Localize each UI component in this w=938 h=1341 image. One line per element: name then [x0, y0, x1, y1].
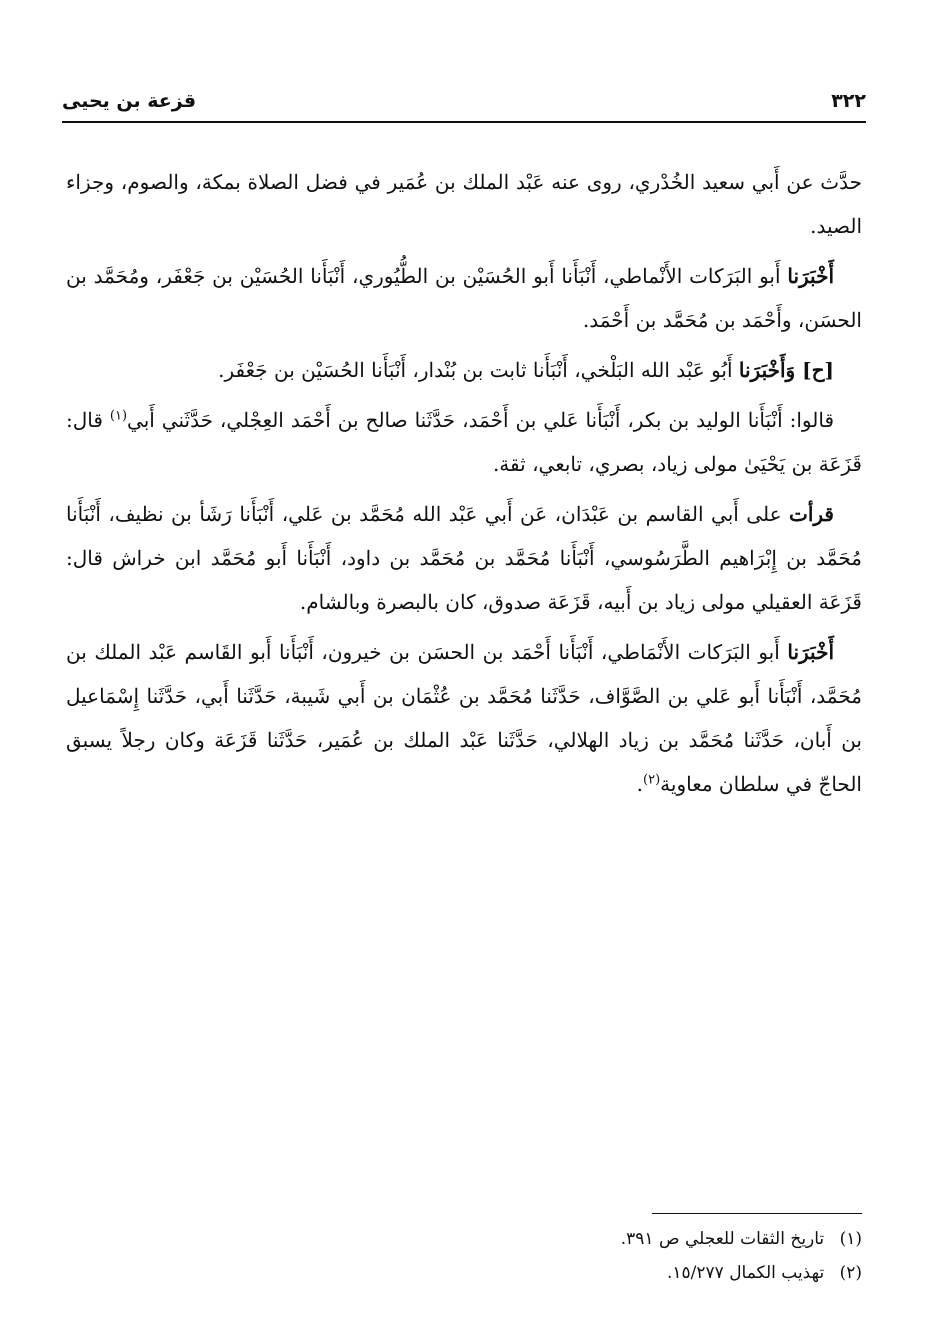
paragraph-6-text-b: . — [636, 772, 644, 796]
running-header — [62, 82, 866, 112]
paragraph-5-text: على أَبي القاسم بن عَبْدَان، عَن أَبي عَبْد الله مُحَمَّد بن عَلي، أَنْبَأَنا رَشَأ بن نظيف، أَنْبَأَنا مُحَمَّد بن إِبْرَاهيم الطَّرَسُوسي، أَنْبَأَنا مُحَمَّد بن مُحَمَّد بن داود، أَنْبَأَنا أَبو مُحَمَّد ابن خراش قال: قَزَعَة العقيلي مولى زياد بن أَبيه، قَزَعَة صدوق، كان بالبصرة وبالشام. — [66, 502, 862, 614]
paragraph-2-keyword: أَخْبَرَنا — [787, 264, 834, 288]
paragraph-4-text-b: قال: قَزَعَة بن يَحْيَىٰ مولى زياد، بصري، تابعي، ثقة. — [66, 408, 862, 476]
footnote-1-number: (١) — [839, 1229, 862, 1249]
paragraph-6 — [66, 630, 862, 806]
paragraph-3-text: أَبُو عَبْد الله البَلْخي، أَنْبَأَنا ثابت بن بُنْدار، أَنْبَأَنا الحُسَيْن بن جَعْفَر. — [218, 358, 739, 382]
paragraph-6-keyword: أَخْبَرَنا — [787, 640, 834, 664]
footnote-1 — [300, 1222, 862, 1256]
paragraph-2-text: أَبو البَرَكات الأَنْماطي، أَنْبَأَنا أَبو الحُسَيْن بن الطُّيُوري، أَنْبَأَنا الحُسَيْن بن جَعْفَر، ومُحَمَّد بن الحسَن، وأَحْمَد بن مُحَمَّد بن أَحْمَد. — [66, 264, 862, 332]
paragraph-3 — [66, 348, 862, 392]
paragraph-3-keyword: [ح] وَأَخْبَرَنا — [738, 358, 834, 382]
paragraph-4-text-a: قالوا: أَنْبَأَنا الوليد بن بكر، أَنْبَأَنا عَلي بن أَحْمَد، حَدَّثَنا صالح بن أَحْمَد العِجْلي، حَدَّثَني أَبي — [127, 408, 835, 432]
footnote-ref-2[interactable]: (٢) — [643, 772, 661, 788]
paragraph-5-keyword: قرأت — [789, 502, 834, 526]
paragraph-4 — [66, 398, 862, 486]
paragraph-1-text: حدَّث عن أَبي سعيد الخُدْري، روى عنه عَبْد الملك بن عُمَير في فضل الصلاة بمكة، والصوم، وجزاء الصيد. — [66, 170, 862, 238]
footnote-2-number: (٢) — [839, 1263, 862, 1283]
footnote-rule — [652, 1213, 862, 1214]
page-number: ٣٢٢ — [831, 90, 866, 112]
footnote-1-text: تاريخ الثقات للعجلي ص ٣٩١. — [620, 1229, 825, 1249]
header-rule — [62, 121, 866, 123]
footnote-2 — [300, 1256, 862, 1290]
paragraph-5 — [66, 492, 862, 624]
running-title: قزعة بن يحيى — [62, 90, 197, 112]
paragraph-2 — [66, 254, 862, 342]
footnote-2-text: تهذيب الكمال ١٥/٢٧٧. — [667, 1263, 825, 1283]
paragraph-1 — [66, 160, 862, 248]
paragraph-6-text-a: أَبو البَرَكات الأَنْمَاطي، أَنْبَأَنا أَحْمَد بن الحسَن بن خيرون، أَنْبَأَنا أَبو القَاسم عَبْد الملك بن مُحَمَّد، أَنْبَأَنا أَبو عَلي بن الصَّوَّاف، حَدَّثَنا مُحَمَّد بن عُثْمَان بن أَبي شَيبة، حَدَّثَنا أَبي، حَدَّثَنا إِسْمَاعيل بن أَبان، حَدَّثَنا مُحَمَّد بن زياد الهلالي، حَدَّثَنا عَبْد الملك بن عُمَير، حَدَّثَنا قَزَعَة وكان رجلاً يسبق الحاجّ في سلطان معاوية — [66, 640, 862, 796]
footnotes — [300, 1222, 862, 1290]
main-text — [66, 160, 862, 812]
footnote-ref-1[interactable]: (١) — [109, 408, 128, 424]
